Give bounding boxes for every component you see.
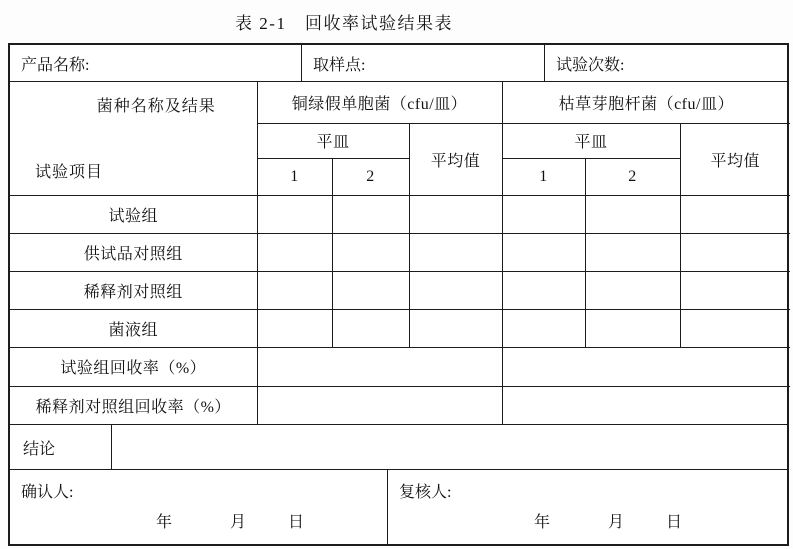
main-grid-section xyxy=(10,82,787,425)
blank-cell xyxy=(257,271,332,309)
plate-group-header-right: 平皿 xyxy=(502,123,680,158)
year-label: 年 xyxy=(534,514,551,531)
table-row xyxy=(10,195,790,233)
row-label-bacterial-suspension-group: 菌液组 xyxy=(10,309,257,347)
blank-cell xyxy=(409,233,502,271)
confirmer-date-line xyxy=(21,509,377,532)
year-label: 年 xyxy=(156,514,173,531)
info-row xyxy=(10,45,787,82)
blank-cell xyxy=(680,233,790,271)
blank-cell xyxy=(332,271,409,309)
reviewer-date-line xyxy=(399,509,777,532)
page-title: 表 2-1 回收率试验结果表 xyxy=(235,14,453,33)
blank-cell xyxy=(502,386,790,424)
average-header-left: 平均值 xyxy=(409,123,502,195)
signoff-row xyxy=(10,470,787,544)
reviewer-label: 复核人: xyxy=(399,484,452,501)
blank-cell xyxy=(680,271,790,309)
main-grid xyxy=(10,82,790,424)
blank-cell xyxy=(502,233,585,271)
blank-cell xyxy=(257,195,332,233)
conclusion-label: 结论 xyxy=(10,425,112,469)
row-label-test-group: 试验组 xyxy=(10,195,257,233)
blank-cell xyxy=(585,309,680,347)
plate-1-header-right: 1 xyxy=(502,158,585,195)
day-label: 日 xyxy=(288,514,305,531)
test-count-cell: 试验次数: xyxy=(556,56,625,74)
blank-cell xyxy=(502,271,585,309)
day-label: 日 xyxy=(666,514,683,531)
plate-group-header-left: 平皿 xyxy=(257,123,409,158)
blank-cell xyxy=(409,309,502,347)
blank-cell xyxy=(332,233,409,271)
table-row xyxy=(10,271,790,309)
blank-cell xyxy=(257,386,502,424)
blank-cell xyxy=(585,195,680,233)
blank-cell xyxy=(585,233,680,271)
blank-cell xyxy=(332,309,409,347)
row-label-diluent-control-recovery: 稀释剂对照组回收率（%） xyxy=(10,386,257,424)
blank-cell xyxy=(502,195,585,233)
blank-cell xyxy=(409,271,502,309)
blank-cell xyxy=(585,271,680,309)
organism-left-header: 铜绿假单胞菌（cfu/皿） xyxy=(257,82,502,123)
table-row xyxy=(10,233,790,271)
organism-right-header: 枯草芽胞杆菌（cfu/皿） xyxy=(502,82,790,123)
month-label: 月 xyxy=(608,514,625,531)
reviewer-cell xyxy=(388,470,787,544)
plate-2-header-left: 2 xyxy=(332,158,409,195)
conclusion-row xyxy=(10,425,787,470)
blank-cell xyxy=(409,195,502,233)
confirmer-cell xyxy=(10,470,388,544)
table-row xyxy=(10,347,790,386)
blank-cell xyxy=(502,309,585,347)
blank-cell xyxy=(112,425,787,469)
table-row xyxy=(10,309,790,347)
sampling-point-cell: 取样点: xyxy=(302,45,545,81)
row-label-diluent-control-group: 稀释剂对照组 xyxy=(10,271,257,309)
confirmer-label: 确认人: xyxy=(21,484,74,501)
blank-cell xyxy=(502,347,790,386)
results-table xyxy=(8,43,789,546)
corner-header-top-label: 菌种名称及结果 xyxy=(96,98,216,115)
blank-cell xyxy=(332,195,409,233)
corner-header-cell xyxy=(10,82,257,195)
blank-cell xyxy=(257,233,332,271)
month-label: 月 xyxy=(230,514,247,531)
corner-header-bottom-label: 试验项目 xyxy=(35,163,104,181)
blank-cell xyxy=(680,309,790,347)
product-name-cell: 产品名称: xyxy=(10,45,302,81)
row-label-sample-control-group: 供试品对照组 xyxy=(10,233,257,271)
plate-1-header-left: 1 xyxy=(257,158,332,195)
blank-cell xyxy=(680,195,790,233)
blank-cell xyxy=(257,309,332,347)
table-row xyxy=(10,386,790,424)
plate-2-header-right: 2 xyxy=(585,158,680,195)
average-header-right: 平均值 xyxy=(680,123,790,195)
row-label-test-group-recovery: 试验组回收率（%） xyxy=(10,347,257,386)
blank-cell xyxy=(257,347,502,386)
